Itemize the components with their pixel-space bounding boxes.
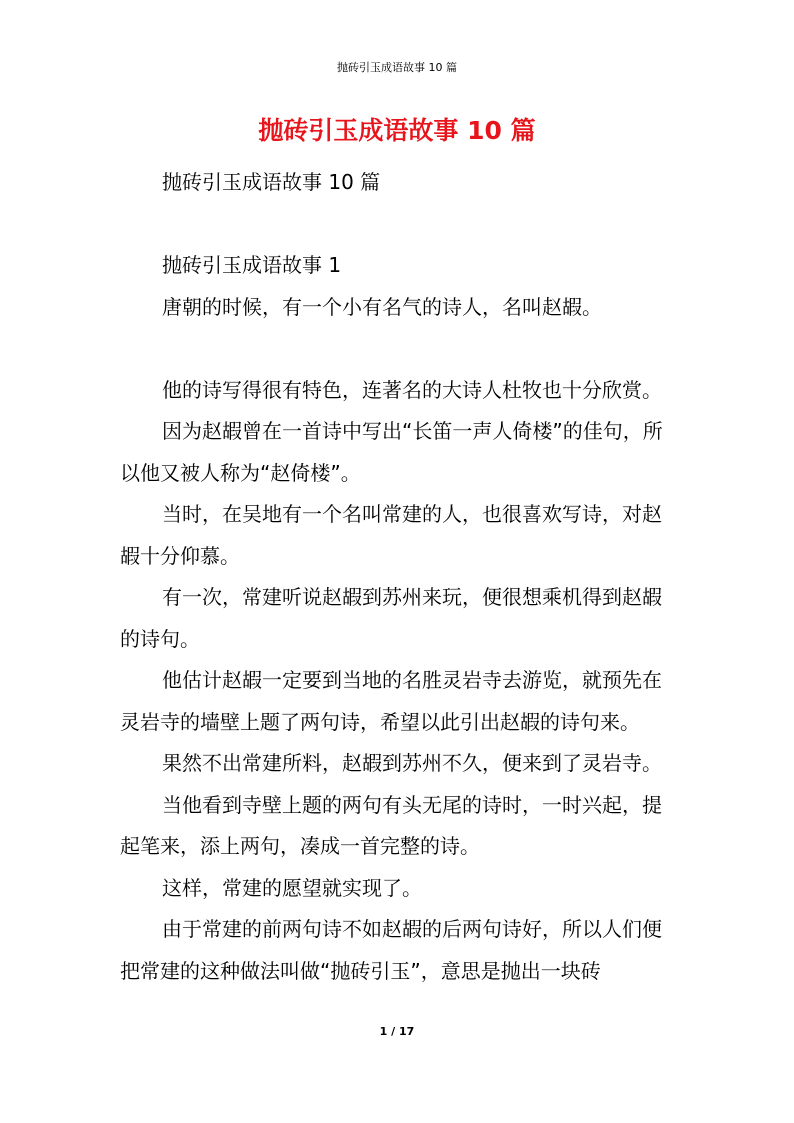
body-paragraph: 由于常建的前两句诗不如赵嘏的后两句诗好，所以人们便把常建的这种做法叫做“抛砖引玉”，意思是抛出一块砖 (120, 917, 662, 983)
body-paragraph: 这样，常建的愿望就实现了。 (162, 875, 422, 900)
document-body (120, 162, 680, 204)
body-paragraph: 因为赵嘏曾在一首诗中写出“长笛一声人倚楼”的佳句，所以他又被人称为“赵倚楼”。 (120, 419, 663, 485)
running-header: 抛砖引玉成语故事 10 篇 (337, 61, 457, 74)
body-paragraph: 他的诗写得很有特色，连著名的大诗人杜牧也十分欣赏。 (162, 377, 662, 402)
body-paragraph: 当他看到寺壁上题的两句有头无尾的诗时，一时兴起，提起笔来，添上两句，凑成一首完整的诗。 (120, 792, 662, 858)
page-number: 1 / 17 (379, 1025, 415, 1038)
body-paragraph: 有一次，常建听说赵嘏到苏州来玩，便很想乘机得到赵嘏的诗句。 (120, 585, 662, 651)
story-body (120, 245, 680, 992)
body-paragraph: 他估计赵嘏一定要到当地的名胜灵岩寺去游览，就预先在灵岩寺的墙壁上题了两句诗，希望以此引出赵嘏的诗句来。 (120, 668, 662, 734)
body-paragraph: 当时，在吴地有一个名叫常建的人，也很喜欢写诗，对赵嘏十分仰慕。 (120, 502, 662, 568)
subtitle-line: 抛砖引玉成语故事 10 篇 (162, 170, 381, 194)
body-paragraph: 唐朝的时候，有一个小有名气的诗人，名叫赵嘏。 (162, 294, 602, 319)
body-paragraph: 果然不出常建所料，赵嘏到苏州不久，便来到了灵岩寺。 (162, 751, 662, 775)
section-heading: 抛砖引玉成语故事 1 (162, 253, 342, 277)
document-title: 抛砖引玉成语故事 10 篇 (258, 116, 536, 145)
